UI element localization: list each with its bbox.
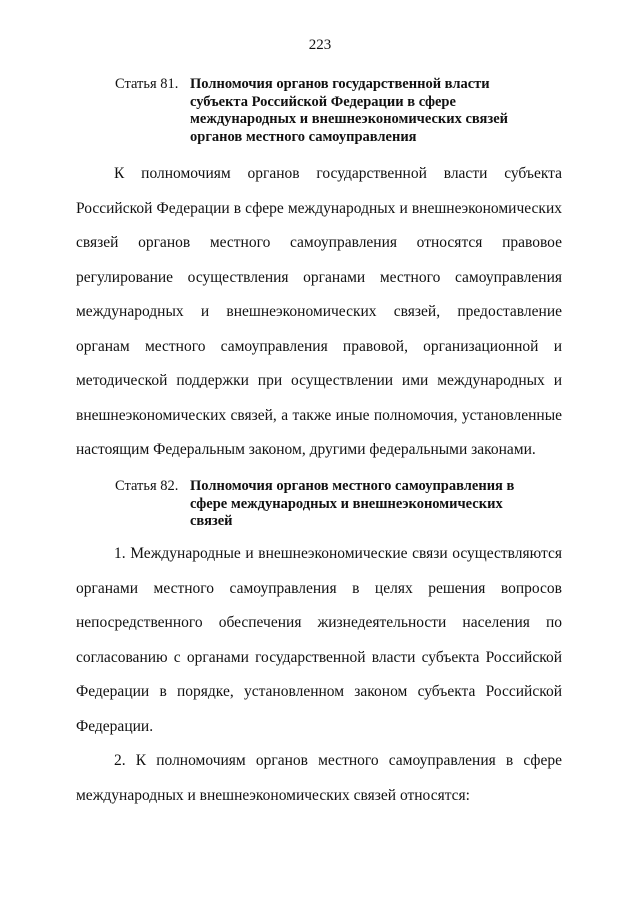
article-81-title: Полномочия органов государственной власти субъекта Российской Федерации в сфере международных и внешнеэкономических связей органов местного самоуправления (190, 76, 509, 145)
article-82-heading (115, 478, 535, 531)
article-81-label: Статья 81. (115, 76, 179, 92)
article-82-title: Полномочия органов местного самоуправления в сфере международных и внешнеэкономических связей (190, 478, 515, 529)
article-82-paragraph-2-block (76, 744, 562, 813)
article-81-text (76, 157, 562, 468)
article-82-paragraph-2: 2. К полномочиям органов местного самоуправления в сфере международных и внешнеэкономических связей относятся: (76, 752, 562, 804)
article-81-paragraph: К полномочиям органов государственной власти субъекта Российской Федерации в сфере международных и внешнеэкономических связей органов местного самоуправления относятся правовое регулирование осуществления органами местного самоуправления международных и внешнеэкономических связей, предоставление органам местного самоуправления правовой, организационной и методической поддержки при осуществлении ими международных и внешнеэкономических связей, а также иные полномочия, установленные настоящим Федеральным законом, другими федеральными законами. (76, 165, 562, 458)
article-82-label: Статья 82. (115, 478, 179, 494)
page-number: 223 (308, 37, 332, 53)
article-81-heading (115, 76, 535, 146)
article-82-paragraph-1-block (76, 537, 562, 744)
article-82-paragraph-1: 1. Международные и внешнеэкономические связи осуществляются органами местного самоуправления в целях решения вопросов непосредственного обеспечения жизнедеятельности населения по согласованию с органами государственной власти субъекта Российской Федерации в порядке, установленном законом субъекта Российской Федерации. (76, 545, 562, 735)
